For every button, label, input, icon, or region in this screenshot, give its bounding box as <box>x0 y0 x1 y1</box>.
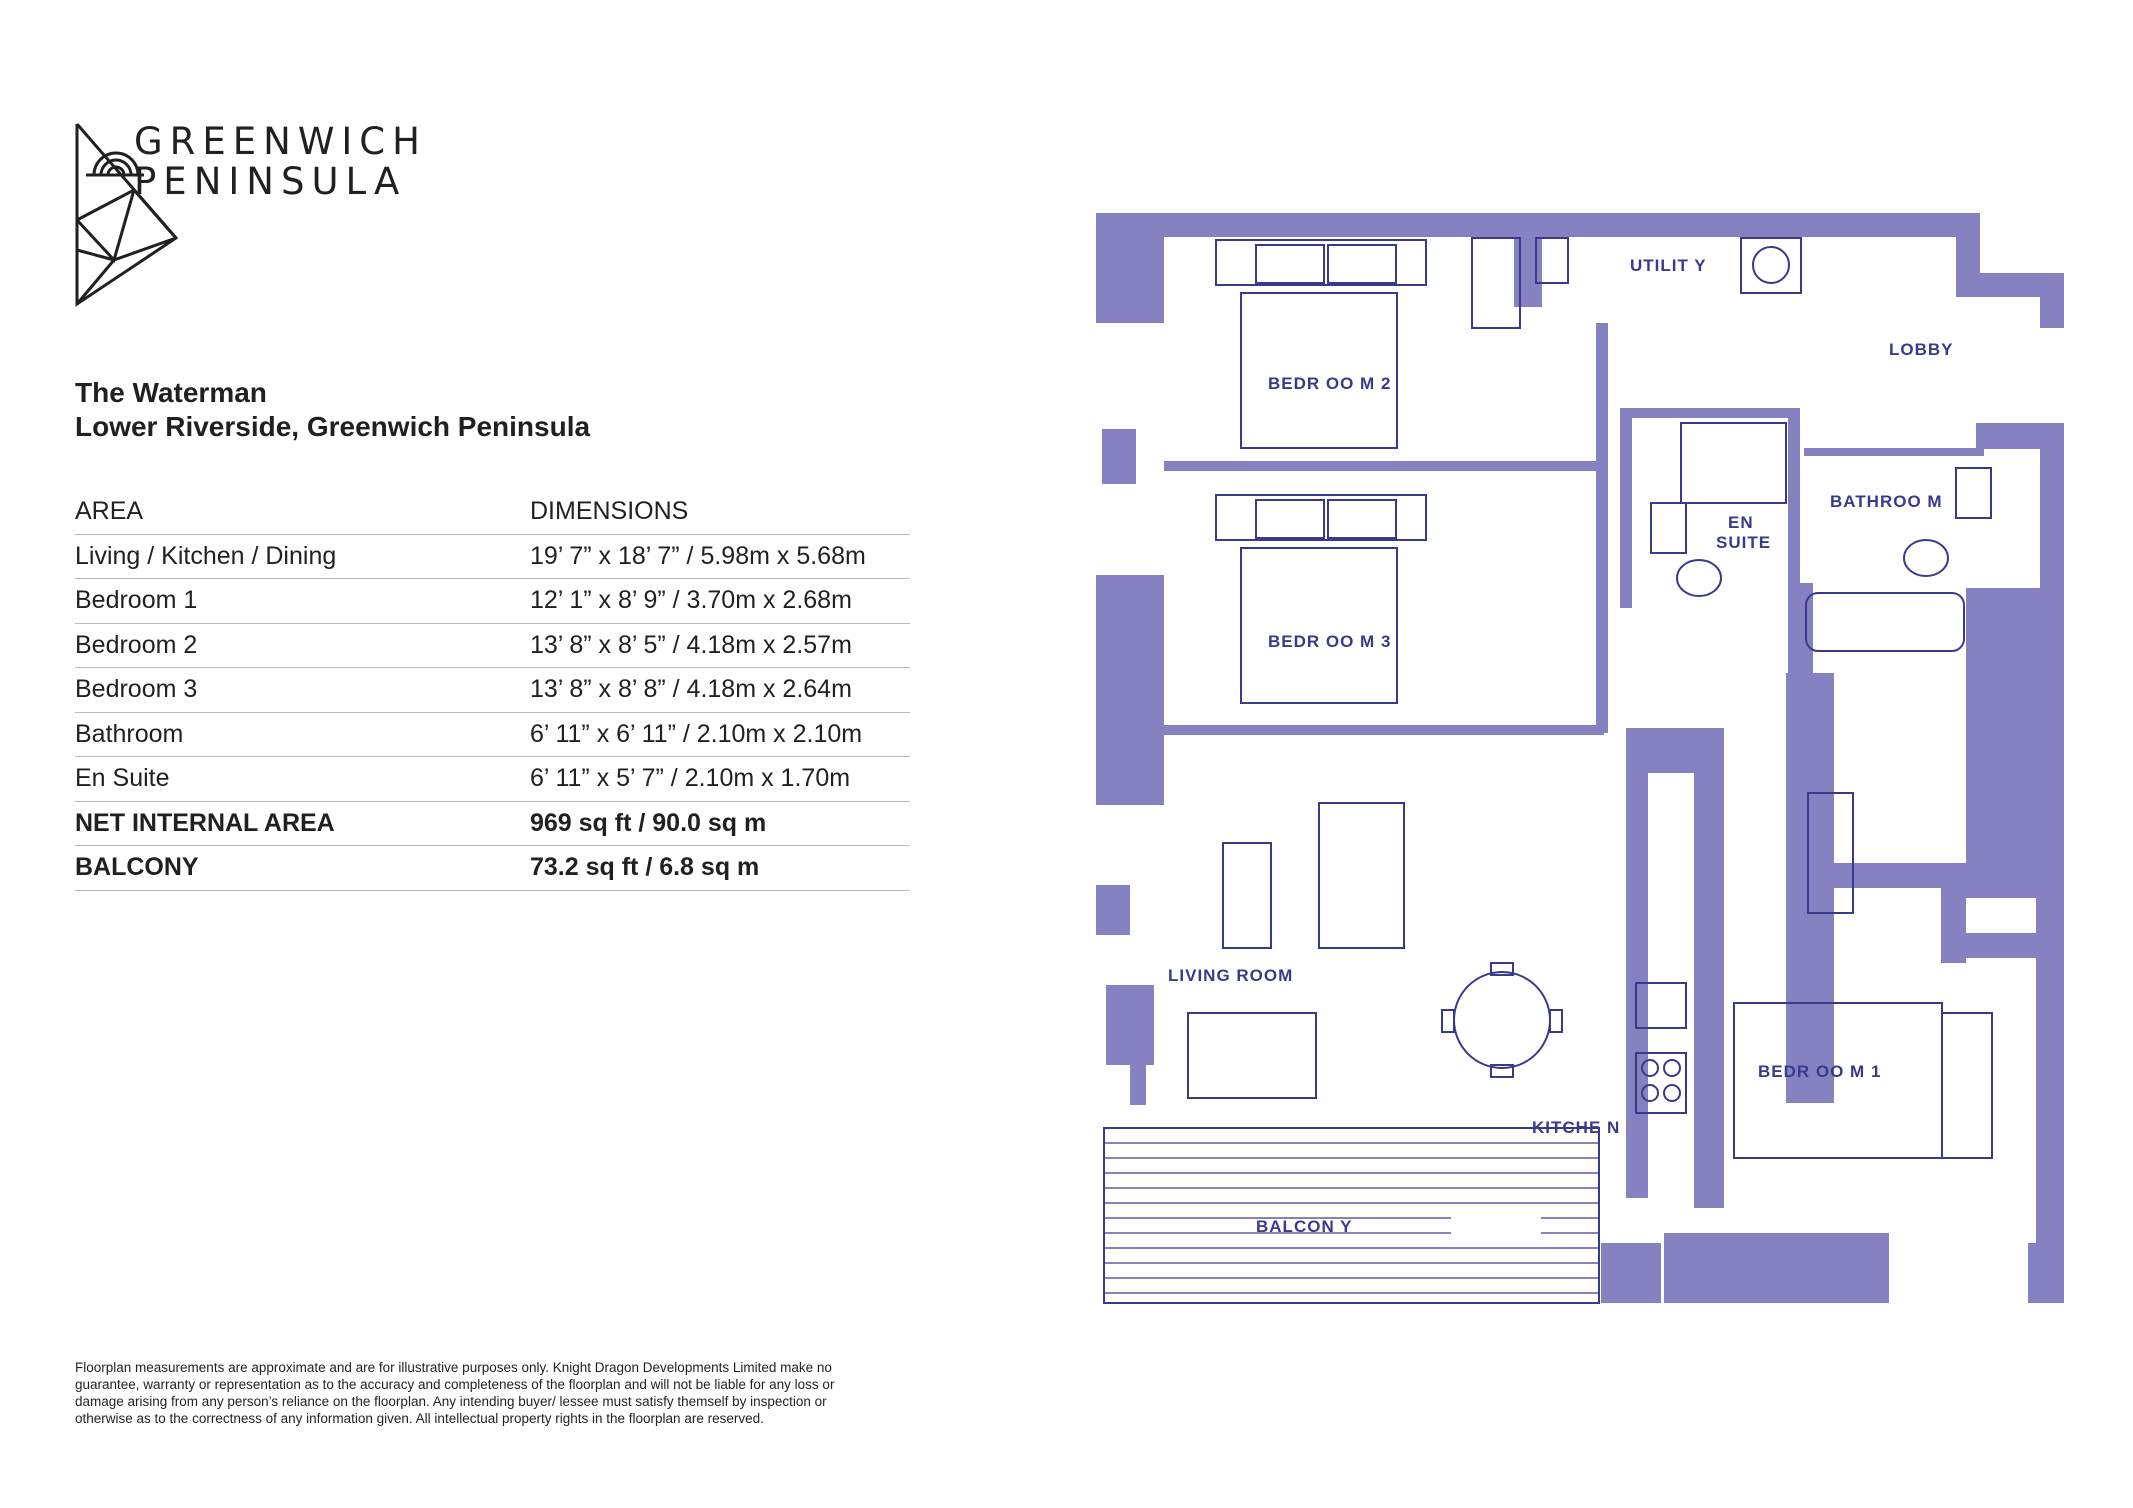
room-dimensions: 6’ 11” x 6’ 11” / 2.10m x 2.10m <box>530 712 910 757</box>
total-value: 969 sq ft / 90.0 sq m <box>530 801 910 846</box>
room-label-bathroom: BATHROO M <box>1830 492 1943 511</box>
brand-line-2: PENINSULA <box>134 160 407 203</box>
room-label-bedroom-3: BEDR OO M 3 <box>1268 632 1392 651</box>
disclaimer-text: Floorplan measurements are approximate and are for illustrative purposes only. Knight Dragon Developments Limited make no guarantee, warranty or representation as to the accuracy and completeness of the floorplan and will not be liable for any loss or damage arising from any person’s reliance on the floorplan. Any intending buyer/ lessee must satisfy themself by inspection or otherwise as to the correctness of any information given. All intellectual property rights in the floorplan are reserved. <box>75 1360 835 1426</box>
balcony-row <box>75 846 910 891</box>
table-row <box>75 668 910 713</box>
total-value: 73.2 sq ft / 6.8 sq m <box>530 846 910 891</box>
table-row <box>75 623 910 668</box>
room-name: Bedroom 2 <box>75 623 530 668</box>
total-label: BALCONY <box>75 846 530 891</box>
property-name: The Waterman <box>75 377 267 408</box>
room-label-balcony: BALCON Y <box>1256 1217 1353 1236</box>
room-label-en-suite-2: SUITE <box>1716 533 1772 552</box>
room-label-lobby: LOBBY <box>1889 340 1954 359</box>
dimensions-header: DIMENSIONS <box>530 490 910 534</box>
table-row <box>75 712 910 757</box>
table-row <box>75 757 910 802</box>
room-label-utility: UTILIT Y <box>1630 256 1707 275</box>
room-name: Bedroom 1 <box>75 579 530 624</box>
brand-logo <box>74 120 454 310</box>
room-label-bedroom-1: BEDR OO M 1 <box>1758 1062 1882 1081</box>
room-label-en-suite-1: EN <box>1728 513 1754 532</box>
dimensions-table <box>75 490 910 891</box>
room-dimensions: 19’ 7” x 18’ 7” / 5.98m x 5.68m <box>530 534 910 579</box>
room-label-kitchen: KITCHE N <box>1532 1118 1621 1137</box>
room-dimensions: 6’ 11” x 5’ 7” / 2.10m x 1.70m <box>530 757 910 802</box>
brand-line-1: GREENWICH <box>134 120 427 163</box>
room-dimensions: 12’ 1” x 8’ 9” / 3.70m x 2.68m <box>530 579 910 624</box>
room-name: Bedroom 3 <box>75 668 530 713</box>
balcony-deck <box>1104 1128 1599 1303</box>
table-header-row <box>75 490 910 534</box>
table-row <box>75 534 910 579</box>
table-row <box>75 579 910 624</box>
room-name: En Suite <box>75 757 530 802</box>
room-dimensions: 13’ 8” x 8’ 8” / 4.18m x 2.64m <box>530 668 910 713</box>
area-header: AREA <box>75 490 530 534</box>
net-area-row <box>75 801 910 846</box>
property-location: Lower Riverside, Greenwich Peninsula <box>75 411 591 442</box>
room-dimensions: 13’ 8” x 8’ 5” / 4.18m x 2.57m <box>530 623 910 668</box>
floor-plan <box>1096 213 2086 1363</box>
room-name: Living / Kitchen / Dining <box>75 534 530 579</box>
total-label: NET INTERNAL AREA <box>75 801 530 846</box>
room-name: Bathroom <box>75 712 530 757</box>
room-label-bedroom-2: BEDR OO M 2 <box>1268 374 1392 393</box>
room-label-living-room: LIVING ROOM <box>1168 966 1294 985</box>
